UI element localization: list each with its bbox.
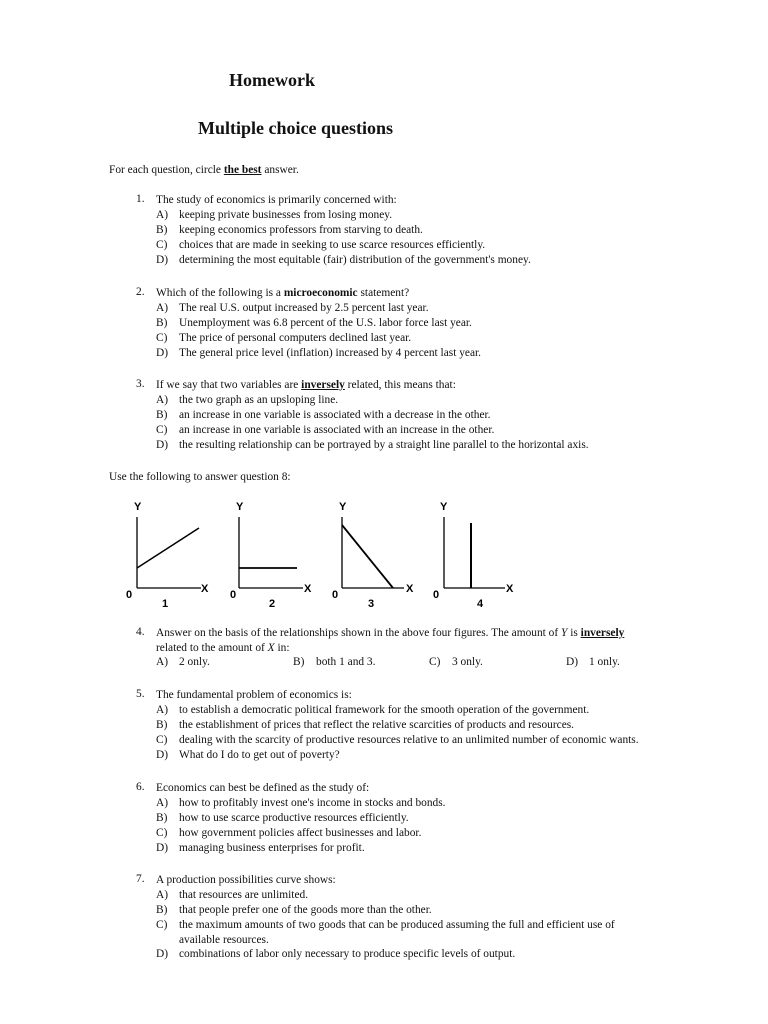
graph-2 [230, 501, 312, 610]
question-stem: Economics can best be defined as the study of: [156, 782, 370, 794]
stem-keyword: inversely [301, 379, 345, 391]
question-number: 4. [136, 626, 145, 638]
option-text: The real U.S. output increased by 2.5 percent last year. [179, 302, 429, 314]
stem-keyword: inversely [580, 627, 625, 639]
question-stem: A production possibilities curve shows: [156, 874, 336, 886]
question-stem [156, 626, 624, 641]
option-d [156, 947, 515, 962]
origin-label: 0 [433, 589, 440, 601]
option-label: D) [156, 948, 169, 960]
option-text: What do I do to get out of poverty? [179, 749, 340, 761]
question-number: 7. [136, 873, 145, 885]
question-number: 1. [136, 193, 145, 205]
option-text: how government policies affect businesses and labor. [179, 827, 422, 839]
origin-label: 0 [230, 589, 237, 601]
option-text: managing business enterprises for profit. [179, 842, 365, 854]
option-text: the two graph as an upsloping line. [179, 394, 339, 406]
option-text: an increase in one variable is associated with an increase in the other. [179, 424, 495, 436]
figure-intro: Use the following to answer question 8: [109, 471, 291, 483]
stem-text: Answer on the basis of the relationships shown in the above four figures. The amount of [156, 627, 562, 639]
option-label: C) [156, 239, 168, 251]
graph-number: 2 [269, 598, 276, 610]
option-c [429, 655, 483, 670]
page-title: Homework [229, 70, 315, 90]
option-text: 2 only. [179, 656, 210, 668]
option-label: B) [156, 904, 168, 916]
x-axis-label: X [304, 583, 312, 595]
option-text: choices that are made in seeking to use scarce resources efficiently. [179, 239, 486, 251]
question-number: 6. [136, 781, 145, 793]
y-axis-label: Y [339, 501, 347, 513]
option-b [156, 903, 432, 918]
option-b [156, 718, 574, 733]
option-d [156, 748, 340, 763]
option-c [156, 733, 639, 748]
relationship-line [342, 525, 393, 588]
y-axis-label: Y [236, 501, 244, 513]
option-text: how to profitably invest one's income in stocks and bonds. [179, 797, 446, 809]
option-label: C) [156, 919, 168, 931]
option-a [156, 655, 210, 670]
option-label: D) [156, 842, 169, 854]
option-text: keeping economics professors from starving to death. [179, 224, 423, 236]
question-number: 5. [136, 688, 145, 700]
option-label: A) [156, 797, 169, 809]
option-c-cont [156, 933, 269, 948]
stem-text: related to the amount of [156, 642, 268, 654]
option-label: B) [156, 812, 168, 824]
option-text: the establishment of prices that reflect the relative scarcities of products and resources. [179, 719, 575, 731]
y-axis-label: Y [440, 501, 448, 513]
instructions-emphasis: the best [223, 164, 262, 176]
option-text: 3 only. [452, 656, 483, 668]
option-text: that people prefer one of the goods more than the other. [179, 904, 432, 916]
option-label: C) [156, 332, 168, 344]
question-stem: The fundamental problem of economics is: [156, 689, 352, 701]
graph-number: 3 [368, 598, 375, 610]
option-label: B) [156, 317, 168, 329]
option-text: determining the most equitable (fair) distribution of the government's money. [179, 254, 531, 266]
option-c [156, 826, 421, 841]
option-text: that resources are unlimited. [179, 889, 309, 901]
option-label: D) [156, 347, 169, 359]
question-number: 3. [136, 378, 145, 390]
stem-variable: Y [561, 627, 568, 639]
option-label: C) [156, 734, 168, 746]
option-text: combinations of labor only necessary to produce specific levels of output. [179, 948, 516, 960]
option-label: B) [156, 224, 168, 236]
stem-text: statement? [357, 287, 410, 299]
option-text: the maximum amounts of two goods that can be produced assuming the full and efficient use of [179, 919, 615, 931]
option-d [566, 655, 620, 670]
origin-label: 0 [332, 589, 339, 601]
option-text: an increase in one variable is associated with a decrease in the other. [179, 409, 491, 421]
stem-variable: X [267, 642, 275, 654]
option-label: A) [156, 656, 169, 668]
question-stem-cont [156, 641, 290, 656]
option-label: C) [156, 827, 168, 839]
option-text: available resources. [179, 934, 269, 946]
option-b [293, 655, 375, 670]
question-stem: The study of economics is primarily concerned with: [156, 194, 397, 206]
page-subtitle: Multiple choice questions [198, 118, 394, 138]
origin-label: 0 [126, 589, 133, 601]
option-text: both 1 and 3. [316, 656, 376, 668]
instructions-suffix: answer. [261, 164, 299, 176]
stem-keyword: microeconomic [283, 287, 358, 299]
option-label: D) [156, 254, 169, 266]
option-label: B) [293, 656, 305, 668]
graph-number: 4 [477, 598, 484, 610]
stem-text: in: [274, 642, 290, 654]
option-text: 1 only. [589, 656, 620, 668]
option-label: D) [566, 656, 579, 668]
option-text: The general price level (inflation) increased by 4 percent last year. [179, 347, 482, 359]
option-label: A) [156, 704, 169, 716]
x-axis-label: X [406, 583, 414, 595]
option-label: C) [429, 656, 441, 668]
graph-3 [332, 501, 414, 610]
question-number: 2. [136, 286, 145, 298]
option-a [156, 796, 446, 811]
option-text: keeping private businesses from losing money. [179, 209, 393, 221]
option-text: the resulting relationship can be portrayed by a straight line parallel to the horizontal axis. [179, 439, 589, 451]
stem-text: Which of the following is a [156, 287, 284, 299]
option-label: B) [156, 719, 168, 731]
option-c [156, 918, 615, 933]
option-label: D) [156, 749, 169, 761]
option-label: A) [156, 209, 169, 221]
graph-1 [126, 501, 209, 610]
stem-text: If we say that two variables are [156, 379, 302, 391]
graph-number: 1 [162, 598, 169, 610]
graph-4 [433, 501, 514, 610]
option-label: D) [156, 439, 169, 451]
stem-text: is [567, 627, 581, 639]
y-axis-label: Y [134, 501, 142, 513]
option-text: Unemployment was 6.8 percent of the U.S. labor force last year. [179, 317, 472, 329]
option-text: how to use scarce productive resources efficiently. [179, 812, 409, 824]
stem-text: related, this means that: [344, 379, 456, 391]
option-label: A) [156, 394, 169, 406]
x-axis-label: X [201, 583, 209, 595]
option-text: dealing with the scarcity of productive resources relative to an unlimited number of economic wants. [179, 734, 639, 746]
option-b [156, 811, 409, 826]
option-a [156, 703, 589, 718]
option-label: B) [156, 409, 168, 421]
option-a [156, 888, 308, 903]
x-axis-label: X [506, 583, 514, 595]
option-label: A) [156, 302, 169, 314]
option-d [156, 841, 365, 856]
relationship-line [137, 528, 199, 568]
option-text: The price of personal computers declined last year. [179, 332, 412, 344]
option-label: C) [156, 424, 168, 436]
option-label: A) [156, 889, 169, 901]
instructions-prefix: For each question, circle [109, 164, 224, 176]
option-text: to establish a democratic political framework for the smooth operation of the government. [179, 704, 590, 716]
